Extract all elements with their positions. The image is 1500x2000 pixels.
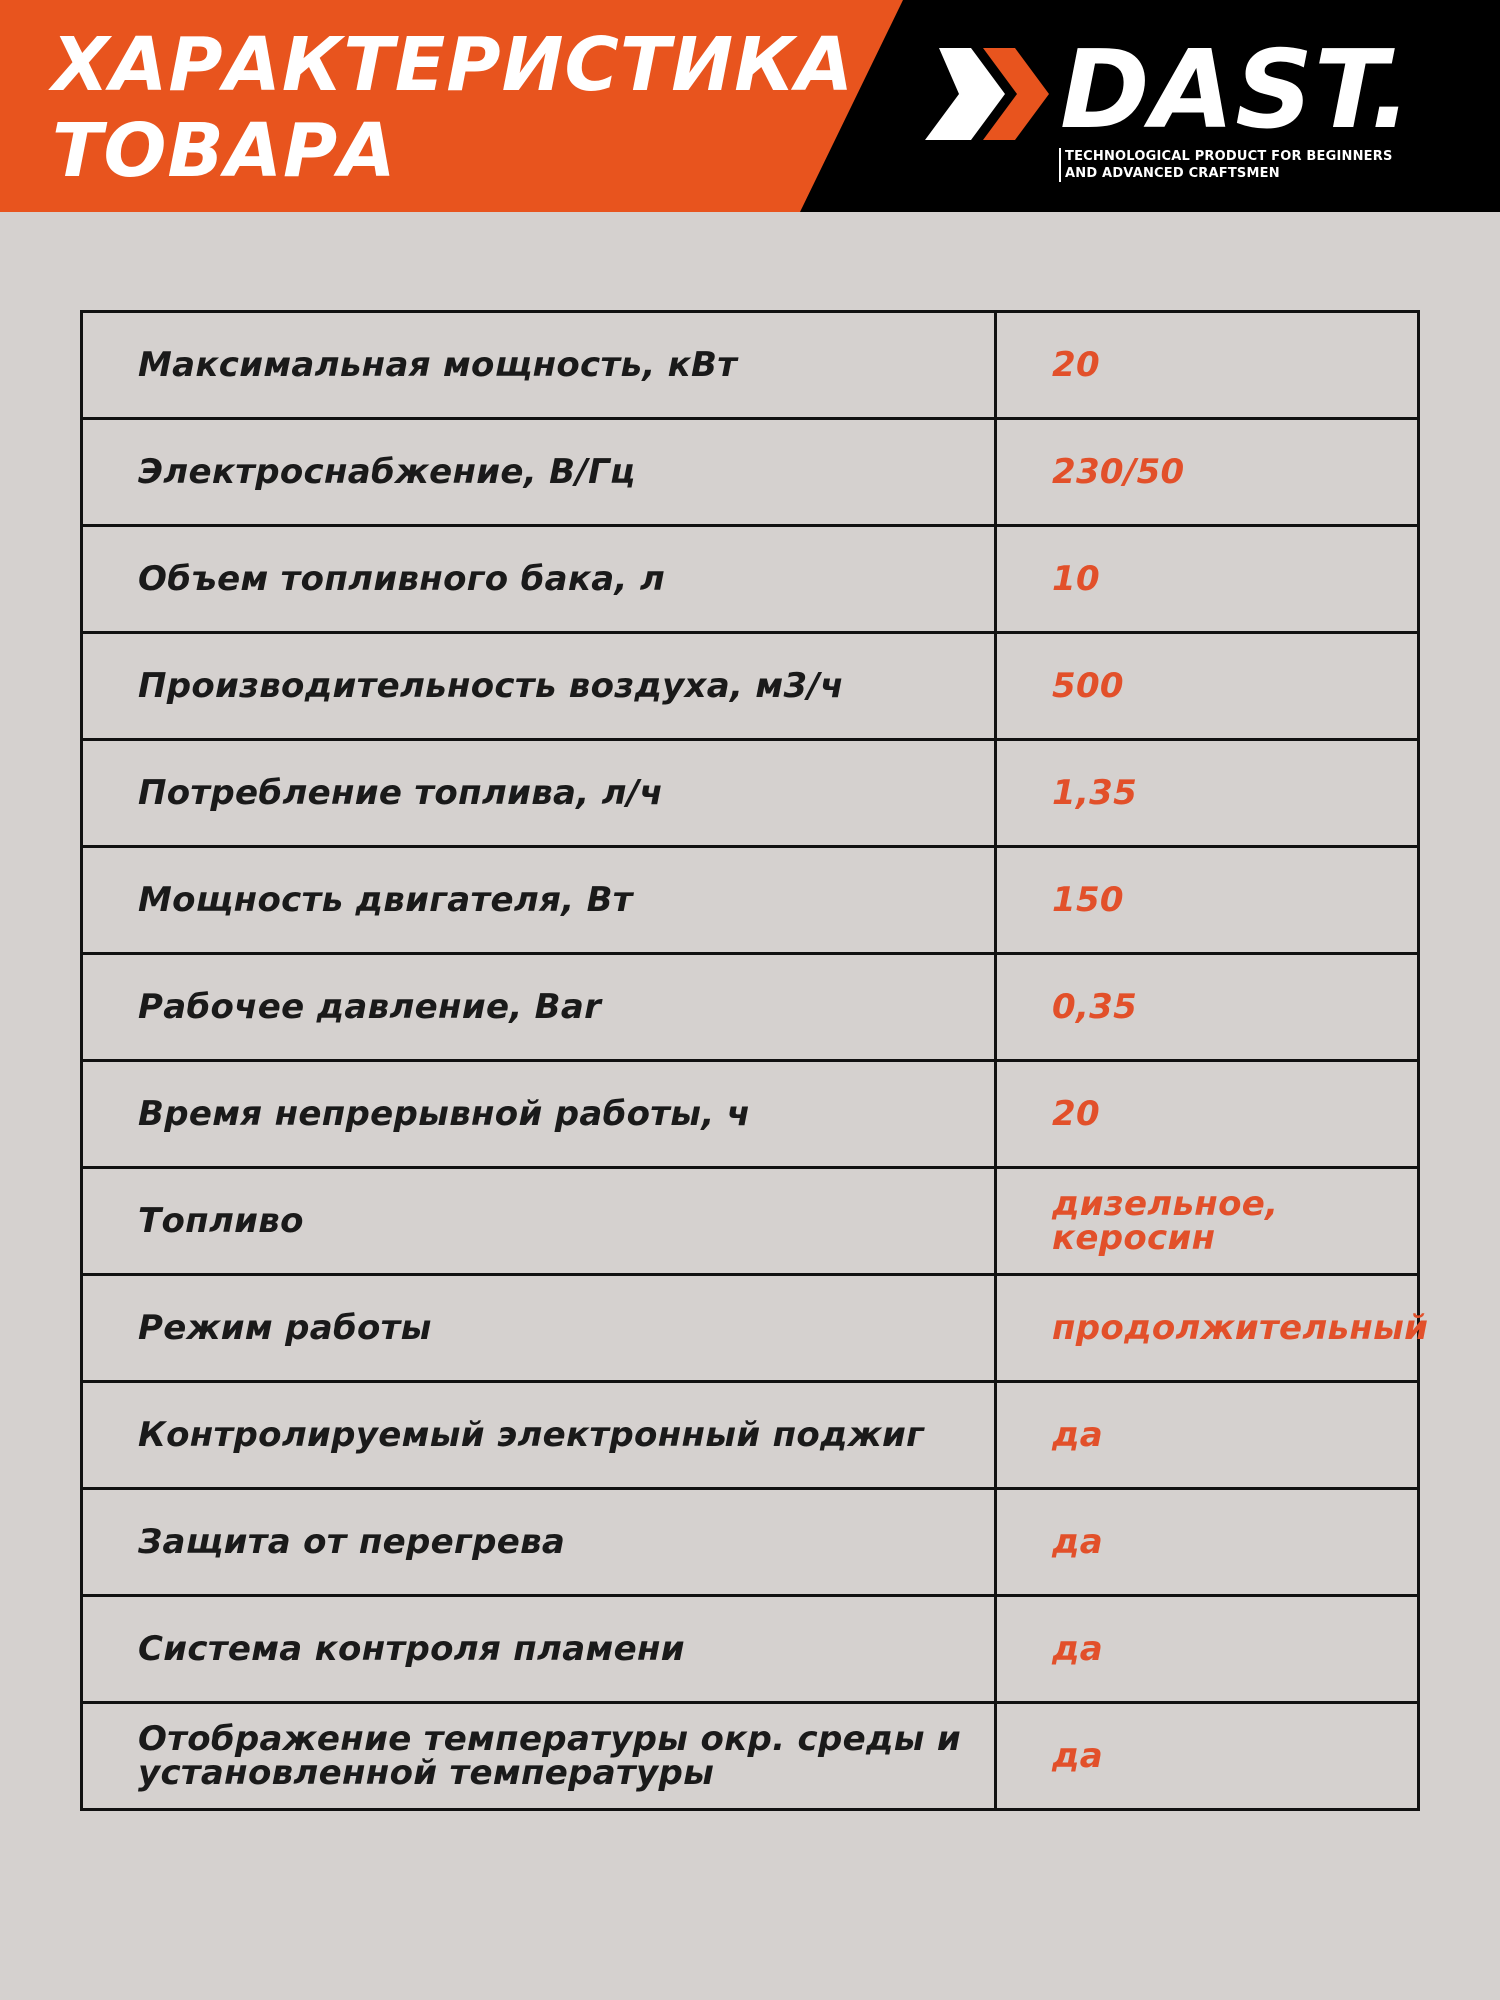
spec-value: 20	[996, 312, 1419, 419]
spec-value: 230/50	[996, 419, 1419, 526]
brand-tagline-line1: TECHNOLOGICAL PRODUCT FOR BEGINNERS	[1065, 149, 1393, 164]
double-chevron-icon	[925, 48, 1055, 140]
spec-value: дизельное, керосин	[996, 1168, 1419, 1275]
page-title-line1: ХАРАКТЕРИСТИКА	[52, 22, 854, 108]
table-row	[82, 740, 1419, 847]
page-title	[52, 22, 854, 194]
table-row	[82, 954, 1419, 1061]
spec-value: 20	[996, 1061, 1419, 1168]
spec-value: продолжительный	[996, 1275, 1419, 1382]
spec-name: Производительность воздуха, м3/ч	[82, 633, 996, 740]
table-row	[82, 1168, 1419, 1275]
spec-value: да	[996, 1489, 1419, 1596]
table-row	[82, 419, 1419, 526]
specifications-table	[80, 310, 1429, 1811]
brand-tagline	[1059, 148, 1393, 182]
table-row	[82, 526, 1419, 633]
table-row	[82, 1382, 1419, 1489]
spec-name: Рабочее давление, Bar	[82, 954, 996, 1061]
spec-name: Контролируемый электронный поджиг	[82, 1382, 996, 1489]
page-title-line2: ТОВАРА	[52, 108, 397, 194]
spec-name: Режим работы	[82, 1275, 996, 1382]
table-row	[82, 847, 1419, 954]
table-row	[82, 312, 1419, 419]
table-row	[82, 1489, 1419, 1596]
spec-name: Отображение температуры окр. среды и установленной температуры	[82, 1703, 996, 1810]
spec-name: Электроснабжение, В/Гц	[82, 419, 996, 526]
table-row	[82, 1703, 1419, 1810]
table-row	[82, 633, 1419, 740]
spec-name: Система контроля пламени	[82, 1596, 996, 1703]
spec-name: Объем топливного бака, л	[82, 526, 996, 633]
spec-name: Мощность двигателя, Вт	[82, 847, 996, 954]
spec-name: Защита от перегрева	[82, 1489, 996, 1596]
spec-value: да	[996, 1703, 1419, 1810]
spec-value: да	[996, 1382, 1419, 1489]
table-row	[82, 1061, 1419, 1168]
brand-logo	[925, 28, 1413, 190]
spec-value: 0,35	[996, 954, 1419, 1061]
table-row	[82, 1596, 1419, 1703]
spec-value: 150	[996, 847, 1419, 954]
spec-value: 10	[996, 526, 1419, 633]
brand-tagline-line2: AND ADVANCED CRAFTSMEN	[1065, 166, 1280, 181]
spec-name: Потребление топлива, л/ч	[82, 740, 996, 847]
spec-value: да	[996, 1596, 1419, 1703]
spec-name: Топливо	[82, 1168, 996, 1275]
spec-name: Максимальная мощность, кВт	[82, 312, 996, 419]
header-banner	[0, 0, 1500, 212]
spec-value: 500	[996, 633, 1419, 740]
brand-name: DAST.	[1060, 28, 1413, 153]
spec-value: 1,35	[996, 740, 1419, 847]
spec-name: Время непрерывной работы, ч	[82, 1061, 996, 1168]
table-row	[82, 1275, 1419, 1382]
